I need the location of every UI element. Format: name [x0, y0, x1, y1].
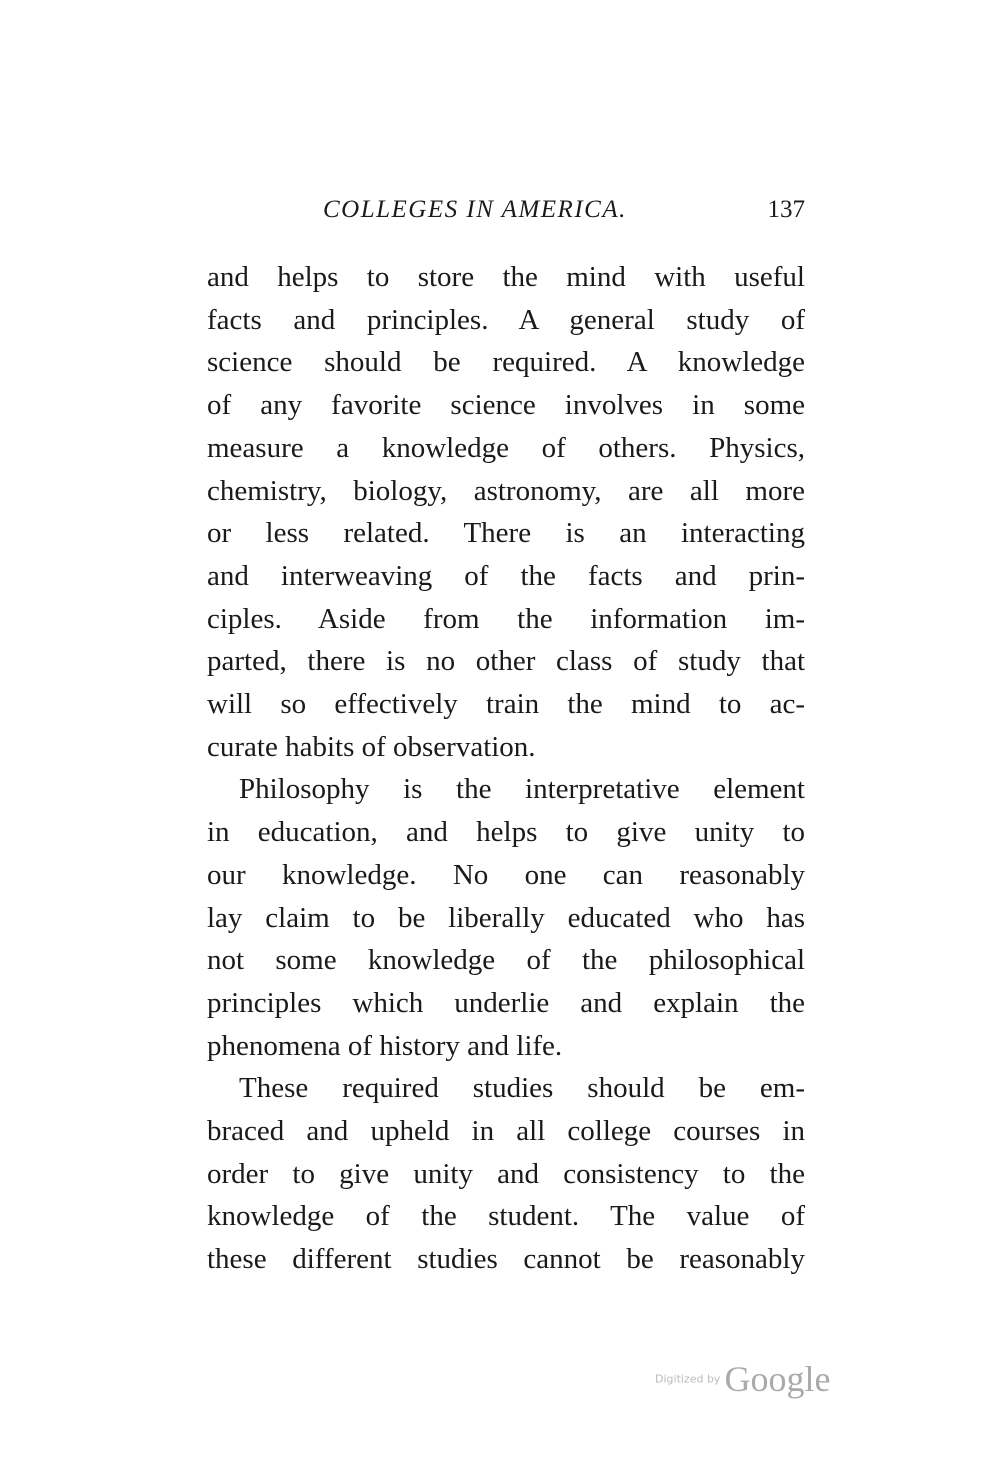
paragraph: [207, 768, 805, 1067]
text-line: Philosophy is the interpretative element: [239, 773, 805, 806]
text-line: These required studies should be em-: [239, 1072, 805, 1105]
digitized-by-google-watermark: [655, 1358, 830, 1400]
watermark-prefix: Digitized by: [655, 1372, 721, 1386]
paragraph: [207, 256, 805, 768]
text-line: principles which underlie and explain the: [207, 986, 805, 1019]
text-line: science should be required. A knowledge: [207, 346, 805, 379]
text-line: facts and principles. A general study of: [207, 303, 805, 336]
text-line: and helps to store the mind with useful: [207, 261, 805, 293]
text-line: measure a knowledge of others. Physics,: [207, 431, 805, 464]
text-line: not some knowledge of the philosophical: [207, 944, 805, 977]
text-line: parted, there is no other class of study that: [207, 645, 805, 678]
running-header: [207, 196, 805, 232]
text-line: curate habits of observation.: [207, 730, 536, 763]
page-number: 137: [767, 196, 805, 223]
text-line: lay claim to be liberally educated who has: [207, 901, 805, 934]
text-line: our knowledge. No one can reasonably: [207, 858, 805, 891]
text-line: of any favorite science involves in some: [207, 389, 805, 422]
text-line: braced and upheld in all college courses in: [207, 1115, 805, 1148]
text-line: and interweaving of the facts and prin-: [207, 559, 805, 592]
text-line: will so effectively train the mind to ac-: [207, 688, 805, 721]
running-title: COLLEGES IN AMERICA.: [323, 196, 627, 223]
text-line: these different studies cannot be reasonably: [207, 1243, 805, 1276]
paragraph: [207, 1067, 805, 1281]
text-line: chemistry, biology, astronomy, are all more: [207, 474, 805, 507]
text-line: or less related. There is an interacting: [207, 517, 805, 550]
text-line: in education, and helps to give unity to: [207, 816, 805, 849]
text-line: knowledge of the student. The value of: [207, 1200, 805, 1233]
text-line: ciples. Aside from the information im-: [207, 602, 805, 635]
watermark-brand: Google: [724, 1359, 831, 1399]
text-line: order to give unity and consistency to the: [207, 1157, 805, 1190]
text-line: phenomena of history and life.: [207, 1029, 563, 1062]
page-body: [207, 256, 805, 1281]
